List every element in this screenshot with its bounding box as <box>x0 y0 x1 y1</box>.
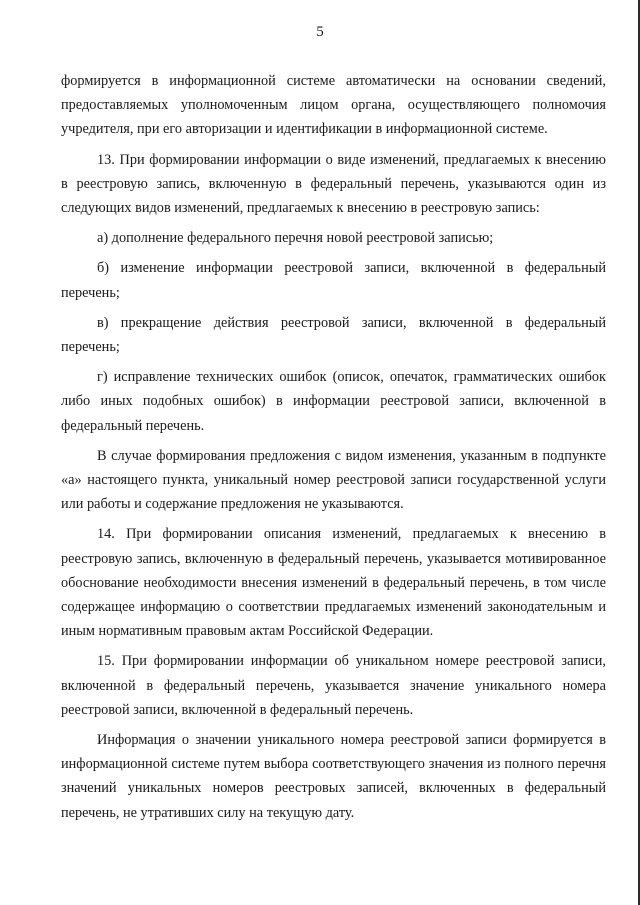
paragraph-item-14: 14. При формировании описания изменений, предлагаемых к внесению в реестровую запись, включенную в федеральный перечень, указывается мотивированное обоснование необходимости внесения изменений в федеральный перечень, в том числе содержащее информацию о соответствии предлагаемых изменений законодательным и иным нормативным правовым актам Российской Федерации. <box>61 526 606 640</box>
paragraph-case-note: В случае формирования предложения с видом изменения, указанным в подпункте «а» настоящего пункта, уникальный номер реестровой записи государственной услуги или работы и содержание предложения не указываются. <box>61 447 606 513</box>
list-item-b: б) изменение информации реестровой записи, включенной в федеральный перечень; <box>61 260 606 301</box>
paragraph-continuation: формируется в информационной системе автоматически на основании сведений, предоставляемых уполномоченным лицом органа, осуществляющего полномочия учредителя, при его авторизации и идентификации в информационной системе. <box>61 73 606 138</box>
list-item-a: а) дополнение федерального перечня новой реестровой записью; <box>97 230 494 247</box>
list-item-g: г) исправление технических ошибок (описок, опечаток, грамматических ошибок либо иных подобных ошибок) в информации реестровой записи, включенной в федеральный перечень. <box>61 369 606 434</box>
paragraph-item-13: 13. При формировании информации о виде изменений, предлагаемых к внесению в реестровую запись, включенную в федеральный перечень, указываются один из следующих видов изменений, предлагаемых к внесению в реестровую запись: <box>61 151 606 217</box>
paragraph-item-15: 15. При формировании информации об уникальном номере реестровой записи, включенной в федеральный перечень, указывается значение уникального номера реестровой записи, включенной в федеральный перечень. <box>61 653 606 718</box>
document-body <box>61 69 606 825</box>
list-item-v: в) прекращение действия реестровой записи, включенной в федеральный перечень; <box>61 314 606 356</box>
page-number: 5 <box>316 24 324 40</box>
paragraph-unique-number-info: Информация о значении уникального номера реестровой записи формируется в информационной системе путем выбора соответствующего значения из полного перечня значений уникальных номеров реестровых записей, включенных в федеральный перечень, не утративших силу на текущую дату. <box>61 732 606 821</box>
